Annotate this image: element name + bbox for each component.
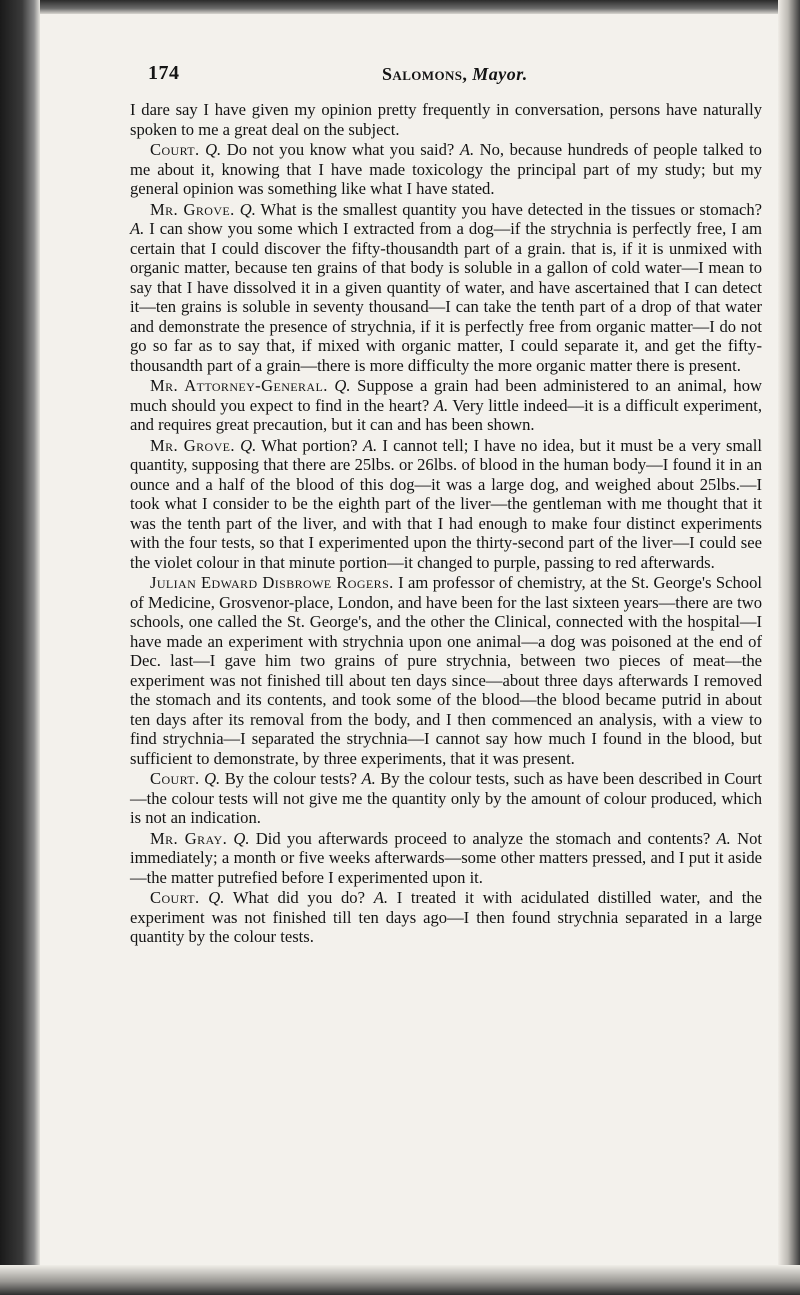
book-page	[130, 62, 762, 948]
qa-marker: Q.	[239, 199, 256, 219]
scan-edge-bottom	[0, 1265, 800, 1295]
page-number: 174	[148, 62, 180, 84]
qa-marker: A.	[459, 140, 475, 159]
testimony-text: No, because hundreds of people talked to me about it, knowing that I have made toxicology the principal part of my study; but my general opinion was something like what I have stated.	[130, 140, 762, 198]
speaker-label: Mr. Grove.	[150, 199, 235, 219]
qa-marker: Q.	[233, 828, 250, 848]
testimony-text: What did you do?	[224, 888, 374, 907]
testimony-paragraph	[130, 769, 762, 828]
testimony-text: Do not you know what you said?	[221, 140, 460, 159]
testimony-paragraph	[130, 436, 762, 573]
book-spine-shadow	[0, 0, 40, 1295]
qa-marker: A.	[130, 219, 145, 238]
qa-marker: Q.	[334, 376, 351, 395]
testimony-text: I can show you some which I extracted from a dog—if the strychnia is perfectly free, I am certain that I could discover the fifty-thousandth part of a grain. that is, if it is unmixed with organic matter, because ten grains of that body is soluble in a gallon of cold water—I mean to say that I have dissolved it in a given quantity of water, and have ascertained that I can detect it—ten grains is soluble in seventy thousand—I can take the tenth part of a drop of that water and demonstrate the presence of strychnia, if it is perfectly free from organic matter—I do not go so far as to say that, if mixed with organic matter, I could separate it, and get the fifty-thousandth part of a grain—there is more difficulty the more organic matter there is present.	[130, 219, 762, 375]
testimony-paragraph	[130, 140, 762, 199]
testimony-text: By the colour tests?	[220, 769, 362, 788]
testimony-text: Did you afterwards proceed to analyze the stomach and contents?	[249, 828, 717, 848]
scan-edge-top	[0, 0, 800, 14]
testimony-text: I treated it with acidulated distilled water, and the experiment was not finished till ten days ago—I then found strychnia separated in a large quantity by the colour tests.	[130, 888, 763, 946]
testimony-text: Suppose a grain had been administered to an animal, how much should you expect to find in the heart?	[130, 376, 762, 415]
testimony-text: I am professor of chemistry, at the St. George's School of Medicine, Grosvenor-place, London, and have been for the last sixteen years—there are two schools, one called the St. George's, and the other the Clinical, connected with the hospital—I have made an experiment with strychnia upon one animal—a dog was poisoned at the end of Dec. last—I gave him two grains of pure strychnia, between two pieces of meat—the experiment was not finished till about ten days since—about three days afterwards I removed the stomach and its contents, and took some of the blood—the blood became putrid in about ten days after its removal from the body, and I then commenced an analysis, with a view to find strychnia—I separated the strychnia—I cannot say how much I found in the blood, but sufficient to demonstrate, by three experiments, that it was present.	[130, 573, 762, 768]
testimony-paragraph	[130, 200, 762, 376]
speaker-label: Court.	[150, 888, 200, 907]
testimony-text: Very little indeed—it is a difficult experiment, and requires great precaution, but it can and has been shown.	[130, 395, 763, 434]
qa-marker: A.	[362, 435, 378, 455]
page-header	[130, 62, 762, 92]
qa-marker: Q.	[205, 140, 222, 159]
qa-marker: A.	[433, 395, 449, 415]
running-head-title: Mayor.	[472, 64, 528, 84]
testimony-paragraph	[130, 376, 762, 435]
qa-marker: A.	[716, 828, 731, 848]
testimony-text: I cannot tell; I have no idea, but it must be a very small quantity, supposing that there are 25lbs. or 26lbs. of blood in the human body—I found it in an ounce and a half of the blood of this dog—it was a large dog, and weighed about 25lbs.—I took what I consider to be the eighth part of the liver—the gentleman with me thought that it was the tenth part of the liver, and with that I had enough to make four distinct experiments with the four tests, so that I experimented upon the thirty-second part of the liver—I could see the violet colour in that minute portion—it changed to purple, passing to red afterwards.	[130, 435, 762, 572]
page-edge-right	[778, 0, 800, 1295]
qa-marker: Q.	[204, 769, 221, 788]
testimony-text: Not immediately; a month or five weeks afterwards—some other matters pressed, and I put it aside—the matter putrefied before I experimented upon it.	[130, 828, 762, 887]
speaker-label: Mr. Gray.	[150, 828, 228, 848]
speaker-label: Mr. Grove.	[150, 435, 235, 455]
running-head-name: Salomons,	[382, 64, 468, 84]
testimony-paragraph	[130, 573, 762, 768]
qa-marker: Q.	[240, 435, 257, 455]
qa-marker: A.	[373, 888, 388, 907]
testimony-text: By the colour tests, such as have been described in Court—the colour tests will not give me the quantity only by the amount of colour produced, which is not an indication.	[130, 769, 763, 827]
page-body	[130, 100, 762, 947]
testimony-paragraph	[130, 100, 762, 139]
testimony-paragraph	[130, 888, 762, 947]
testimony-text: What is the smallest quantity you have detected in the tissues or stomach?	[255, 199, 762, 219]
testimony-text: What portion?	[256, 435, 363, 455]
qa-marker: A.	[361, 769, 376, 788]
testimony-text: I dare say I have given my opinion pretty frequently in conversation, persons have naturally spoken to me a great deal on the subject.	[130, 100, 762, 139]
speaker-label: Court.	[150, 140, 200, 159]
speaker-label: Julian Edward Disbrowe Rogers.	[150, 573, 394, 592]
speaker-label: Court.	[150, 769, 200, 788]
speaker-label: Mr. Attorney-General.	[150, 376, 328, 395]
qa-marker: Q.	[208, 888, 225, 907]
running-head	[382, 64, 528, 85]
testimony-paragraph	[130, 829, 762, 888]
